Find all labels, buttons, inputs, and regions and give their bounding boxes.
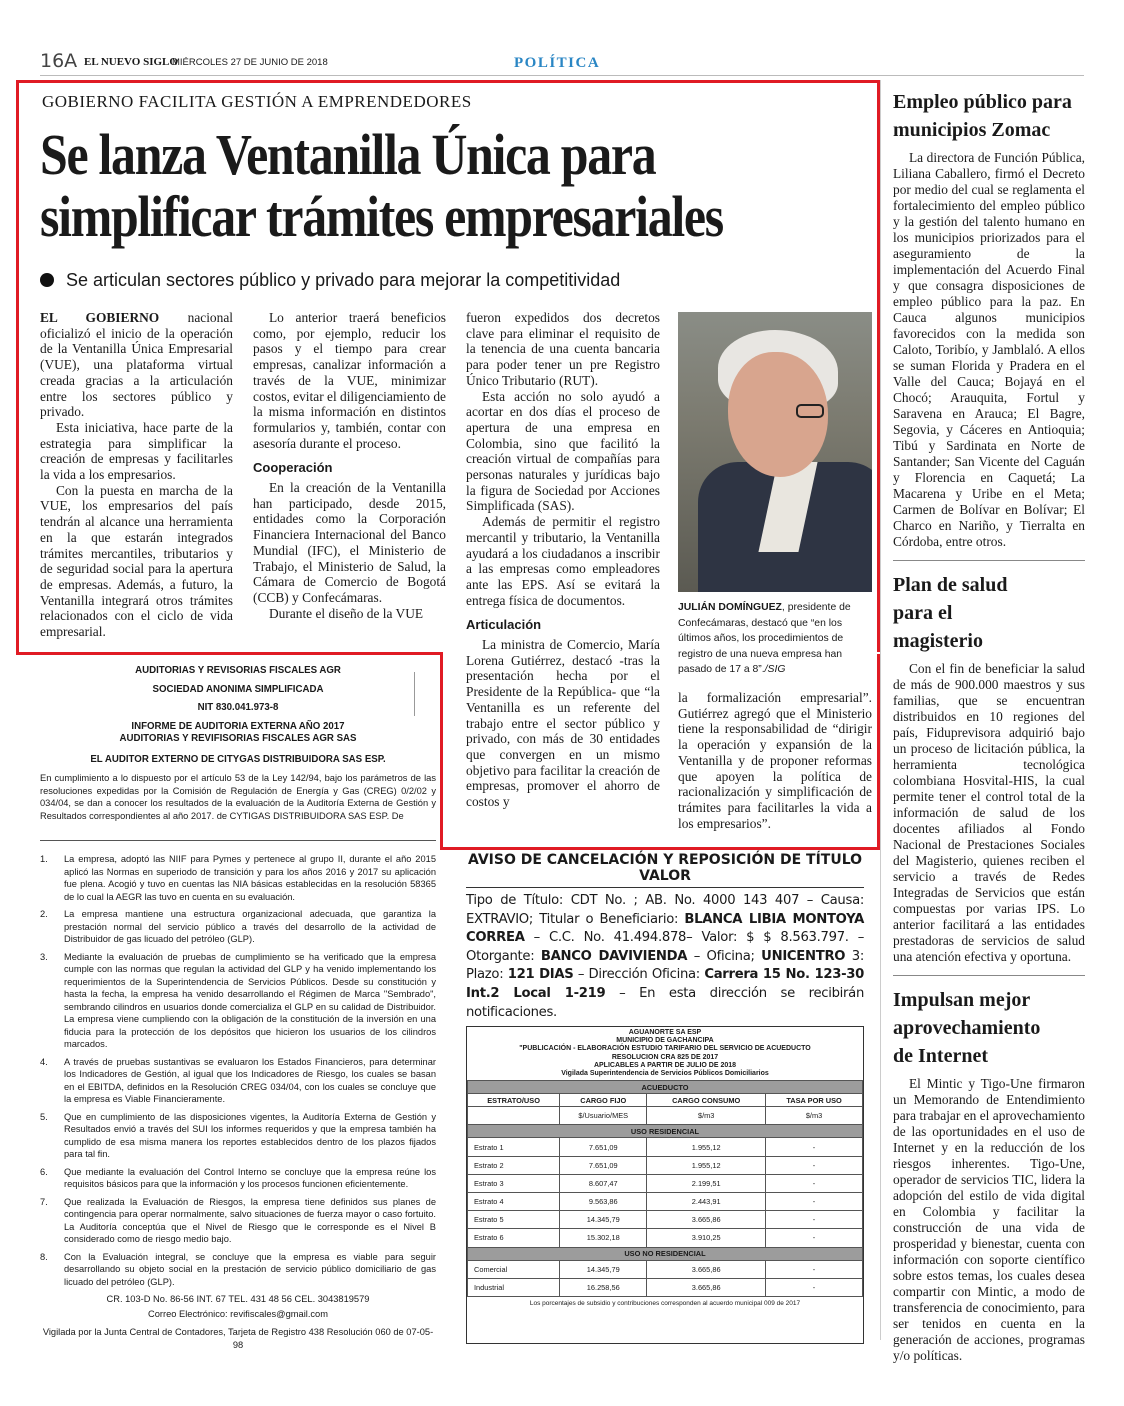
item-text: Que realizada la Evaluación de Riesgos, la empresa tiene definidos sus planes de contingencia para operar normalmente, salvo situaciones de fuerza mayor o caso fortuito. La Auditoría conceptúa que el Nivel de Riesgo que le corresponde es el Nivel B considerado como de riesgo medio bajo. [64, 1196, 436, 1244]
caption-name: JULIÁN DOMÍNGUEZ [678, 602, 782, 613]
table-cell: 8.607,47 [560, 1174, 647, 1192]
ad-line [40, 721, 436, 746]
item-number: 7. [40, 1196, 48, 1207]
table-cell: - [766, 1229, 863, 1247]
table-cell: - [766, 1174, 863, 1192]
band-label: USO NO RESIDENCIAL [468, 1247, 863, 1260]
table-cell: 3.665,86 [647, 1211, 766, 1229]
ad-address: CR. 103-D No. 86-56 INT. 67 TEL. 431 48 56 CEL. 3043819579 [106, 1294, 370, 1304]
list-item [40, 908, 436, 946]
paragraph: Durante el diseño de la VUE [269, 605, 424, 621]
table-cell: Estrato 1 [468, 1138, 560, 1156]
list-item [40, 1196, 436, 1246]
table-cell: - [766, 1278, 863, 1296]
table-band [468, 1081, 863, 1094]
table-cell: 2.443,91 [647, 1192, 766, 1210]
headline-line-2: simplificar trámites empresariales [40, 184, 723, 249]
unit-cell: $/m3 [647, 1107, 766, 1125]
headline-line-1: Se lanza Ventanilla Única para [40, 122, 656, 187]
table-cell: Estrato 4 [468, 1192, 560, 1210]
subtitle-cooperacion: Cooperación [253, 460, 333, 476]
column-divider [880, 80, 881, 1340]
table-cell: 7.651,09 [560, 1138, 647, 1156]
page-header [40, 50, 1084, 76]
item-text: A través de pruebas sustantivas se evaluaron los Estados Financieros, para determinar los Indicadores de Gestión, al igual que los Indicadores de Riesgo, los cuales se basan en el EBITDA, definidos en la Resolución CREG 034/04, con los cuales se concluye que la empresa es Viable Financieramente. [64, 1056, 436, 1104]
section-name: POLÍTICA [514, 55, 601, 71]
lead-in: EL GOBIERNO [40, 310, 160, 325]
table-row [468, 1229, 863, 1247]
ad-divider [40, 840, 436, 841]
sidebar-briefs [893, 88, 1085, 1364]
paragraph: Lo anterior traerá beneficios como, por ejemplo, reducir los pasos y el tiempo para crear empresas, canalizar información a través de la VUE, minimizar costos, evitar el diligenciamiento de la misma información en distintos formularios y, también, contar con asesoría durante el proceso. [253, 310, 446, 451]
ad-findings-list [40, 853, 436, 1288]
highlight-frame-bottom [16, 652, 443, 655]
list-item [40, 1251, 436, 1289]
notice-bold: Carrera 15 No. 123-30 Int.2 Local 1-219 [466, 967, 864, 1001]
table-row [468, 1174, 863, 1192]
list-item [40, 853, 436, 903]
paragraph: fueron expedidos dos decretos clave para eliminar el requisito de la tenencia de una cuenta bancaria para poder tener un pre Registro Único Tributario (RUT). [466, 310, 660, 388]
table-cell: Estrato 5 [468, 1211, 560, 1229]
column-header: CARGO CONSUMO [647, 1094, 766, 1107]
column-header: TASA POR USO [766, 1094, 863, 1107]
notice-text: 3: Plazo: [466, 948, 864, 983]
table-cell: 16.258,56 [560, 1278, 647, 1296]
brief-divider [893, 975, 1085, 976]
table-cell: Comercial [468, 1260, 560, 1278]
table-cell: - [766, 1192, 863, 1210]
notice-text: – Oficina; [687, 948, 762, 964]
brief-text: El Mintic y Tigo-Une firmaron un Memorando de Entendimiento para trabajar en el aprovechamiento de las oportunidades en el uso de Internet y en la reducción de los riesgos inherentes. Tigo-Une, operador de servicios TIC, lidera la adopción del estilo de vida digital en Colombia y facilitar la construcción de una vida de prosperidad y bienestar, cuenta con información con soporte científico sobre estos temas, los cuales desea compartir con Mintic, a modo de transferencia de conocimiento, para ser tenidos en cuenta en la generación de acciones, programas y/o políticas. [893, 1076, 1085, 1363]
column-header: CARGO FIJO [560, 1094, 647, 1107]
article-headline [40, 124, 754, 248]
ad-line-text: AUDITORIAS Y REVIFISORIAS FISCALES AGR SAS [119, 733, 357, 744]
brief-title: Empleo público para municipios Zomac [893, 91, 1072, 141]
ad-footer: Vigilada por la Junta Central de Contadores, Tarjeta de Registro 438 Resolución 060 de 07-05-98 [42, 1327, 434, 1350]
table-cell: 3.665,86 [647, 1278, 766, 1296]
tariff-note: Los porcentajes de subsidio y contribuciones corresponden al acuerdo municipal 009 de 2017 [529, 1299, 801, 1307]
item-number: 6. [40, 1166, 48, 1177]
ad-side-strip [414, 672, 424, 716]
table-row [468, 1138, 863, 1156]
paragraph [40, 310, 233, 420]
photo-glasses [796, 404, 824, 418]
notice-bold: BLANCA LIBIA MONTOYA CORREA [466, 911, 864, 946]
table-row [468, 1156, 863, 1174]
table-cell: - [766, 1138, 863, 1156]
subhead-text: Se articulan sectores público y privado para mejorar la competitividad [66, 270, 621, 290]
item-number: 1. [40, 854, 48, 864]
tariff-header-line: APLICABLES A PARTIR DE JULIO DE 2018 [593, 1061, 737, 1069]
item-number: 2. [40, 909, 48, 919]
item-text: La empresa, adoptó las NIIF para Pymes y pertenece al grupo II, durante el año 2015 aplicó las Normas en superiodo de transición y para los años 2016 y 2017 su aplicación fue plena. Acogió y tuvo en cuentas las NIA básicas establecidas en la resolución 58365 de lo cual la AEGR las tuvo en cuenta en su evaluación. [64, 854, 436, 902]
caption-credit: /SIG [764, 664, 786, 675]
table-row [468, 1192, 863, 1210]
table-cell: 14.345,79 [560, 1211, 647, 1229]
notice-bold: BANCO DAVIVIENDA [540, 948, 688, 964]
column-header: ESTRATO/USO [468, 1094, 560, 1107]
table-cell: Estrato 2 [468, 1156, 560, 1174]
list-item [40, 951, 436, 1051]
item-number: 3. [40, 951, 48, 962]
brief-text: Con el fin de beneficiar la salud de más de 900.000 maestros y sus familias, que se encuentran distribuidos en 10 regiones del país, Fiduprevisora adquirió bajo un proceso de licitación pública, la herramienta tecnológica colombiana Hosvital-HIS, la cual permite tener el control total de la información de salud de los docentes afiliados al Fondo Nacional de Prestaciones Sociales del Magisterio, quienes reciben el servicio a través de Redes Integradas de Servicios que están compuestas por varias IPS. Lo anterior facilitará a las entidades prestadoras de servicios de salud una atención efectiva y oportuna. [893, 661, 1085, 964]
article-subhead [40, 270, 620, 291]
brief-title: Impulsan mejor aprovechamiento de Internet [893, 989, 1041, 1067]
list-item [40, 1056, 436, 1106]
table-row [468, 1260, 863, 1278]
unit-cell: $/m3 [766, 1107, 863, 1125]
paragraph: En la creación de la Ventanilla han participado, desde 2015, entidades como la Corporación Financiera Internacional del Banco Mundial (IFC), el Ministerio de Trabajo, el Ministerio de Salud, la Cámara de Comercio de Bogotá (CCB) y Confecámaras. [253, 480, 446, 605]
table-cell: - [766, 1260, 863, 1278]
ad-line: NIT 830.041.973-8 [197, 702, 279, 713]
tariff-header-line: RESOLUCION CRA 825 DE 2017 [611, 1053, 719, 1061]
table-cell: Estrato 3 [468, 1174, 560, 1192]
paragraph: Esta acción no solo ayudó a acortar en dos días el proceso de apertura de una empresa en Colombia, sino que facilitó la creación virtual de compañías para personas naturales y jurídicas bajo la figura de Sociedad por Acciones Simplificada (SAS). [466, 388, 660, 514]
table-cell: 9.563,86 [560, 1192, 647, 1210]
article-column-4 [678, 690, 872, 831]
notice-title: AVISO DE CANCELACIÓN Y REPOSICIÓN DE TÍTULO VALOR [466, 852, 864, 888]
table-cell: - [766, 1156, 863, 1174]
photo-caption [678, 600, 874, 678]
table-cell: - [766, 1211, 863, 1229]
bullet-icon [40, 273, 54, 287]
table-header-row [468, 1094, 863, 1107]
table-cell: 7.651,09 [560, 1156, 647, 1174]
table-band [468, 1125, 863, 1138]
item-text: Mediante la evaluación de pruebas de cumplimiento se ha verificado que la empresa cumple con las normas que regulan la actividad del GLP y ha venido implementando los requerimientos de la Superintendencia de Servicios Públicos. Desde su constitución y hasta la fecha, la empresa ha venido desarrollando el Régimen de Marca "Sembrado", sembrando cilindros en usuarios donde comercializa el GLP en su calidad de Distribuidor. La empresa viene cumpliendo con la obligación de la constitución de la inversión en una fiducia para la protección de los depósitos que hicieron los usuarios de los cilindros marcados. [64, 951, 436, 1049]
article-kicker: GOBIERNO FACILITA GESTIÓN A EMPRENDEDORES [42, 92, 472, 111]
tariff-notice [466, 1026, 864, 1344]
ad-email: Correo Electrónico: revifiscales@gmail.com [148, 1308, 328, 1319]
table-band [468, 1247, 863, 1260]
notice-text: – Dirección Oficina: [573, 967, 705, 983]
item-number: 4. [40, 1056, 48, 1067]
item-text: Que mediante la evaluación del Control Interno se concluye que la empresa reúne los requisitos básicos para que la información y los procesos funcionen eficientemente. [64, 1166, 436, 1189]
cancellation-notice [466, 852, 864, 1020]
notice-bold: 121 DIAS [507, 967, 574, 983]
caption-text: , presidente de Confecámaras, destacó que “en los últimos años, los procedimientos de registro de una nueva empresa han pasado de 17 a 8”. [678, 602, 851, 675]
ad-line: AUDITORIAS Y REVISORIAS FISCALES AGR [135, 665, 341, 676]
audit-notice-ad [40, 665, 436, 1355]
unit-cell: $/Usuario/MES [560, 1107, 647, 1125]
tariff-header-line: AGUANORTE SA ESP [628, 1029, 702, 1036]
band-label: USO RESIDENCIAL [468, 1125, 863, 1138]
paragraph: Esta iniciativa, hace parte de la estrategia para simplificar la creación de empresas y facilitarles la vida a los empresarios. [40, 419, 233, 483]
table-row [468, 1278, 863, 1296]
brief-title: Plan de salud para el magisterio [893, 574, 1008, 652]
tariff-table [467, 1080, 863, 1297]
paragraph: La ministra de Comercio, María Lorena Gutiérrez, destacó -tras la presentación hecha por el Presidente de la República- que “la Ventanilla es un referente del trabajo entre el sector público y privado, con más de 30 entidades que convergen en un mismo objetivo para facilitar la creación de empresas, promover el ahorro de costos y [466, 637, 660, 810]
item-text: La empresa mantiene una estructura organizacional adecuada, que garantiza la prestación normal del servicio público a través del desarrollo de la actividad de Distribuidor de gas licuado del petróleo (GLP). [64, 909, 436, 944]
page-number: 16A [40, 50, 78, 72]
table-cell: 2.199,51 [647, 1174, 766, 1192]
ad-line-text: INFORME DE AUDITORIA EXTERNA AÑO 2017 [131, 720, 345, 732]
article-column-3 [466, 310, 660, 810]
issue-date: MIÉRCOLES 27 DE JUNIO DE 2018 [172, 57, 328, 68]
item-number: 8. [40, 1251, 48, 1262]
paragraph: Con la puesta en marcha de la VUE, los empresarios del país tendrán al alcance una herramienta en la que estarán integrados trámites mercantiles, tributarios y de seguridad social para la apertura de empresas. Además, a futuro, la Ventanilla integrará otros trámites relacionados con el ciclo de vida empresarial. [40, 482, 233, 640]
ad-line: SOCIEDAD ANONIMA SIMPLIFICADA [152, 683, 324, 695]
ad-line: EL AUDITOR EXTERNO DE CITYGAS DISTRIBUIDORA SAS ESP. [90, 753, 386, 765]
tariff-header-line: Vigilada Superintendencia de Servicios Públicos Domiciliarios [561, 1070, 769, 1078]
table-cell: Industrial [468, 1278, 560, 1296]
article-photo [678, 312, 872, 592]
item-text: Que en cumplimiento de las disposiciones vigentes, la Auditoría Externa de Gestión y Resultados envió a través del SUI los informes requeridos y que la empresa también ha cumplido de esa misma manera los reportes establecidos dentro de los plazos fijados para tal fin. [64, 1111, 436, 1159]
notice-text: – C.C. No. 41.494.878– Valor: $ $ 8.563.797. – Otorgante: [466, 930, 864, 964]
ad-intro: En cumplimiento a lo dispuesto por el artículo 53 de la Ley 142/94, bajo los parámetros de las resoluciones expedidas por la Comisión de Regulación de Energía y Gas (CREG) 0/2/02 y 034/04, se dan a conocer los resultados de la evaluación de la Auditoría Externa de Gestión y Resultados correspondientes al año 2017. de CYTIGAS DISTRIBUIDORA SAS ESP. De [40, 773, 436, 821]
table-units-row [468, 1107, 863, 1125]
table-cell: 15.302,18 [560, 1229, 647, 1247]
article-column-1 [40, 310, 233, 640]
notice-text: Tipo de Título: CDT No. ; AB. No. 4000 143 407 – Causa: EXTRAVIO; Titular o Beneficiario: [466, 893, 864, 927]
subtitle-articulacion: Articulación [466, 617, 542, 633]
paragraph: Además de permitir el registro mercantil y tributario, la Ventanilla ayudará a los ciudadanos a inscribir a las empresas como empleadores ante las EPS. Así se evitará la entrega física de documentos. [466, 514, 660, 608]
item-text: Con la Evaluación integral, se concluye que la empresa es viable para seguir desarrollando su objeto social en la prestación de servicio público domiciliario de gas licuado del petróleo (GLP). [64, 1251, 436, 1287]
tariff-header-line: "PUBLICACIÓN - ELABORACIÓN ESTUDIO TARIFARIO DEL SERVICIO DE ACUEDUCTO [519, 1045, 811, 1053]
article-column-2 [253, 310, 446, 621]
notice-bold: UNICENTRO [761, 948, 846, 964]
newspaper-name: EL NUEVO SIGLO [84, 56, 178, 68]
tariff-header-line: MUNICIPIO DE GACHANCIPA [616, 1037, 714, 1045]
table-cell: 1.955,12 [647, 1156, 766, 1174]
table-cell: 3.910,25 [647, 1229, 766, 1247]
tariff-header [467, 1027, 863, 1080]
list-item [40, 1166, 436, 1191]
band-label: ACUEDUCTO [468, 1081, 863, 1094]
list-item [40, 1111, 436, 1161]
paragraph: la formalización empresarial”. Gutiérrez agregó que el Ministerio tiene la responsabilidad de “dirigir la operación y expansión de la Ventanilla y de proponer reformas que apoyen la política de racionalización y simplificación de trámites para facilitarles la vida a los empresarios”. [678, 690, 872, 831]
table-cell: Estrato 6 [468, 1229, 560, 1247]
table-cell: 1.955,12 [647, 1138, 766, 1156]
table-row [468, 1211, 863, 1229]
paragraph-text: nacional oficializó el inicio de la operación de la Ventanilla Única Empresarial (VUE), una plataforma virtual creada gracias a la articulación entre los sectores público y privado. [40, 310, 233, 420]
table-cell: 3.665,86 [647, 1260, 766, 1278]
table-cell: 14.345,79 [560, 1260, 647, 1278]
notice-body [466, 892, 864, 1022]
unit-cell [468, 1107, 560, 1125]
item-number: 5. [40, 1111, 48, 1122]
brief-text: La directora de Función Pública, Liliana Caballero, firmó el Decreto por medio del cual se reglamenta el fortalecimiento del empleo público y la gestión del talento humano en los municipios priorizados para el aseguramiento de la implementación del Acuerdo Final y que consagra disposiciones de empleo público para la paz. En Cauca algunos municipios favorecidos con la medida son Caloto, Toribío, y Jamblaló. A ellos se suman Florida y Pradera en el Valle del Cauca; Bojayá en el Chocó; Arauquita, Fortul y Saravena en Arauca; El Bagre, Segovia, y Cáceres en Antioquia; Tibú y Sardinata en Norte de Santander; San Vicente del Caguán y Florencia en Caquetá; La Macarena y Uribe en el Meta; Carmen de Bolívar en Bolívar; El Charco en Nariño, y Tierralta en Córdoba, entre otros. [893, 150, 1085, 549]
brief-divider [893, 560, 1085, 561]
notice-text: – En esta dirección se recibirán notificaciones. [466, 985, 864, 1020]
